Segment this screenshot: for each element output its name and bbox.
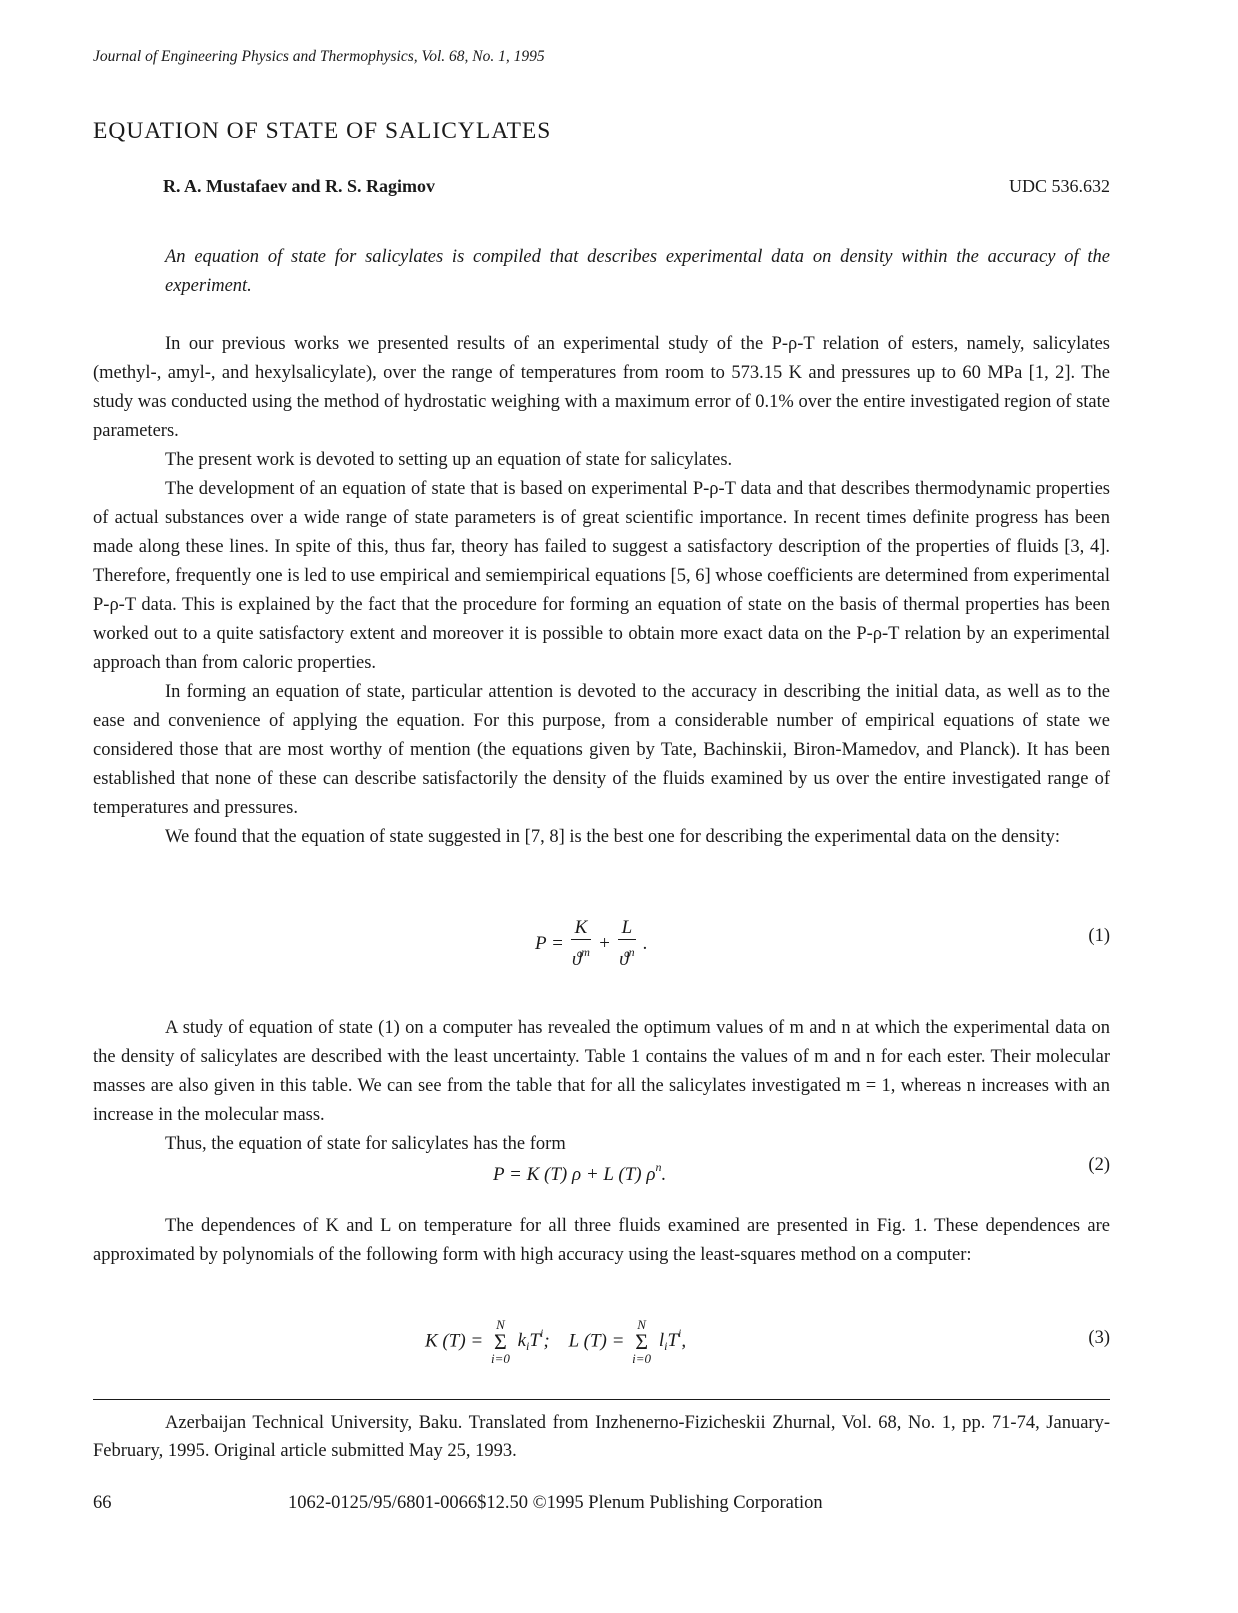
body-section-2 (93, 1014, 1110, 1159)
summation-icon: N Σ i=0 (632, 1317, 652, 1366)
paragraph: In our previous works we presented results of an experimental study of the P-ρ-T relation of esters, namely, salicylates (methyl-, amyl-, and hexylsalicylate), over the range of temperatures from room to 573.15 K and pressures up to 60 MPa [1, 2]. The study was conducted using the method of hydrostatic weighing with a maximum error of 0.1% over the entire investigated region of state parameters. (93, 334, 1110, 441)
paragraph: The present work is devoted to setting up an equation of state for salicylates. (165, 450, 733, 470)
eq1-end: . (642, 932, 648, 954)
eq2-exp: n (655, 1160, 662, 1174)
equation-3-number: (3) (1088, 1328, 1110, 1348)
eq2-end: . (661, 1164, 667, 1185)
page-number: 66 (93, 1493, 112, 1513)
equation-2-number: (2) (1088, 1155, 1110, 1175)
body-section-3 (93, 1212, 1110, 1270)
eq1-den2: $ϑ^n$ (619, 945, 635, 970)
eq1-fraction-l (618, 917, 637, 972)
paragraph: The development of an equation of state that is based on experimental P-ρ-T data and that describes thermodynamic properties of actual substances over a wide range of state parameters is of great scientific importance. In recent times definite progress has been made along these lines. In spite of this, thus far, theory has failed to suggest a satisfactory description of the properties of fluids [3, 4]. Therefore, frequently one is led to use empirical and semiempirical equations [5, 6] whose coefficients are determined from experimental P-ρ-T data. This is explained by the fact that the procedure for forming an equation of state on the basis of thermal properties has been worked out to a quite satisfactory extent and moreover it is possible to obtain more exact data on the P-ρ-T relation by an experimental approach than from caloric properties. (93, 479, 1110, 673)
equation-2 (493, 1160, 666, 1186)
paragraph: We found that the equation of state suggested in [7, 8] is the best one for describing the experimental data on the density: (165, 827, 1061, 847)
paragraph: In forming an equation of state, particular attention is devoted to the accuracy in describing the initial data, as well as to the ease and convenience of applying the equation. For this purpose, from a considerable number of empirical equations of state we considered those that are most worthy of mention (the equations given by Tate, Bachinskii, Biron-Mamedov, and Planck). It has been established that none of these can describe satisfactorily the density of the fluids examined by us over the entire investigated range of temperatures and pressures. (93, 682, 1110, 818)
paragraph: The dependences of K and L on temperature for all three fluids examined are presented in Fig. 1. These dependences are approximated by polynomials of the following form with high accuracy using the least-squares method on a computer: (93, 1216, 1110, 1265)
journal-header: Journal of Engineering Physics and Thermophysics, Vol. 68, No. 1, 1995 (93, 48, 545, 65)
eq3-k-term: $k_iT^i$ (517, 1326, 544, 1354)
eq3-end: , (681, 1330, 687, 1352)
eq1-den1: $ϑ^m$ (571, 945, 590, 970)
eq1-fraction-k (571, 917, 592, 972)
eq1-num2: L (618, 917, 637, 940)
eq3-k-lhs: K (T) = (425, 1330, 484, 1352)
eq3-l-lhs: L (T) = (568, 1330, 625, 1352)
eq1-num1: K (571, 917, 592, 940)
equation-1-number: (1) (1088, 926, 1110, 946)
paragraph: Thus, the equation of state for salicylates has the form (165, 1134, 566, 1154)
authors: R. A. Mustafaev and R. S. Ragimov (163, 176, 436, 196)
eq3-sep: ; (543, 1330, 550, 1352)
paragraph: A study of equation of state (1) on a computer has revealed the optimum values of m and n at which the experimental data on the density of salicylates are described with the least uncertainty. Table 1 contains the values of m and n for each ester. Their molecular masses are also given in this table. We can see from the table that for all the salicylates investigated m = 1, whereas n increases with an increase in the molecular mass. (93, 1018, 1110, 1125)
udc-code: UDC 536.632 (1008, 176, 1110, 196)
footnote-divider (93, 1399, 1110, 1400)
eq2-text: P = K (T) ρ + L (T) ρ (493, 1164, 656, 1185)
body-section-1 (93, 330, 1110, 852)
eq1-plus: + (598, 932, 611, 954)
paper-title: EQUATION OF STATE OF SALICYLATES (93, 118, 552, 144)
equation-1 (535, 917, 648, 972)
publisher-line: 1062-0125/95/6801-0066$12.50 ©1995 Plenum Publishing Corporation (288, 1493, 823, 1513)
eq1-lhs: P = (535, 932, 564, 954)
equation-3 (425, 1318, 686, 1366)
footnote: Azerbaijan Technical University, Baku. Translated from Inzhenerno-Fizicheskii Zhurnal, Vol. 68, No. 1, pp. 71-74, January-February, 1995. Original article submitted May 25, 1993. (93, 1413, 1110, 1461)
summation-icon: N Σ i=0 (490, 1317, 510, 1366)
eq3-l-term: $l_iT^i$ (658, 1326, 682, 1354)
abstract: An equation of state for salicylates is compiled that describes experimental data on density within the accuracy of the experiment. (165, 247, 1110, 296)
